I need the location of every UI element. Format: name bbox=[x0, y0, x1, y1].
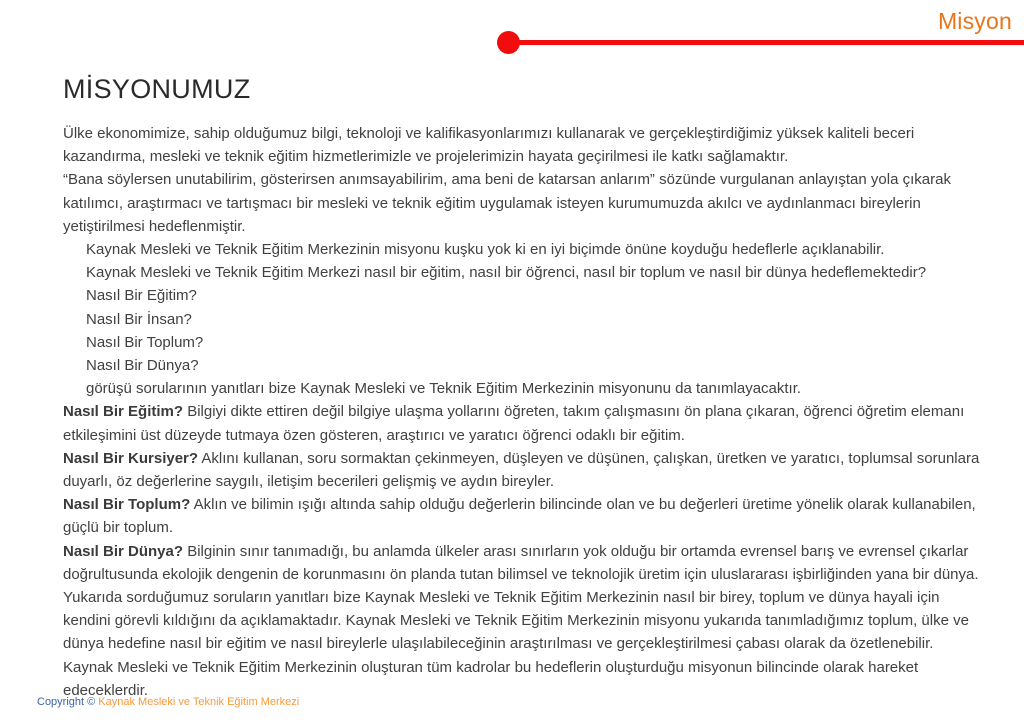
divider-dot-icon bbox=[497, 31, 520, 54]
divider-line bbox=[509, 40, 1024, 45]
page-title: Misyon bbox=[937, 8, 1012, 34]
paragraph: Yukarıda sorduğumuz soruların yanıtları bize Kaynak Mesleki ve Teknik Eğitim Merkezinin nasıl bir birey, toplum ve dünya hayali için kendini görevli kıldığını da açıklamaktadır. Kaynak Mesleki ve Teknik Eğitim Merkezinin misyonu yukarıda tanımladığımız toplum, ülke ve dünya hedefine nasıl bir eğitim ve nasıl bireylerle ulaşılabileceğinin araştırılması ve gerçekleştirilmesi çabası olarak da özetlenebilir. Kaynak Mesleki ve Teknik Eğitim Merkezinin oluşturan tüm kadrolar bu hedeflerin oluşturduğu misyonun bilincinde olarak hareket edeceklerdir. bbox=[63, 589, 969, 699]
paragraph: Nasıl Bir Eğitim? bbox=[86, 287, 197, 305]
paragraph-lead: Nasıl Bir Eğitim? bbox=[63, 403, 184, 421]
paragraph: Nasıl Bir Toplum? Aklın ve bilimin ışığı altında sahip olduğu değerlerin bilincinde olan ve bu değerleri üretime yönelik olarak kullanabilen, güçlü bir toplum. bbox=[63, 496, 976, 537]
paragraph: Nasıl Bir Dünya? bbox=[86, 357, 199, 375]
copyright-link[interactable]: Kaynak Mesleki ve Teknik Eğitim Merkezi bbox=[98, 696, 300, 708]
paragraph-lead: Nasıl Bir Kursiyer? bbox=[63, 449, 199, 467]
copyright-text: Copyright © bbox=[37, 696, 99, 708]
paragraph: görüşü sorularının yanıtları bize Kaynak Mesleki ve Teknik Eğitim Merkezinin misyonunu da tanımlayacaktır. bbox=[86, 380, 802, 398]
content-paragraphs bbox=[63, 122, 985, 702]
paragraph: Nasıl Bir Kursiyer? Aklını kullanan, soru sormaktan çekinmeyen, düşleyen ve düşünen, çalışkan, üretken ve yaratıcı, toplumsal sorunlara duyarlı, öz değerlerine saygılı, iletişim becerileri gelişmiş ve aydın bireyler. bbox=[63, 449, 980, 491]
main-content bbox=[63, 74, 985, 702]
paragraph-lead: Nasıl Bir Toplum? bbox=[63, 496, 191, 514]
paragraph: Nasıl Bir Toplum? bbox=[86, 333, 204, 351]
paragraph: Ülke ekonomimize, sahip olduğumuz bilgi, teknoloji ve kalifikasyonlarımızı kullanarak ve gerçekleştirdiğimiz yüksek kaliteli beceri kazandırma, mesleki ve teknik eğitim hizmetlerimizle ve projelerimizin hayata geçirilmesi ile katkı sağlamaktır. bbox=[63, 125, 915, 166]
content-heading: MİSYONUMUZ bbox=[63, 74, 251, 104]
paragraph: “Bana söylersen unutabilirim, gösterirsen anımsayabilirim, ama beni de katarsan anlarım” sözünde vurgulanan anlayıştan yola çıkarak katılımcı, araştırmacı ve tartışmacı bir mesleki ve teknik eğitim uygulamak isteyen kurumumuzda akılcı ve aydınlanmacı bireylerin yetiştirilmesi hedeflenmiştir. bbox=[63, 171, 951, 235]
paragraph: Nasıl Bir Eğitim? Bilgiyi dikte ettiren değil bilgiye ulaşma yollarını öğreten, takım çalışmasını ön plana çıkaran, öğrenci öğretim elemanı etkileşimini üst düzeyde tutmaya özen gösteren, araştırıcı ve yaratıcı öğrenci odaklı bir eğitim. bbox=[63, 403, 965, 444]
paragraph: Kaynak Mesleki ve Teknik Eğitim Merkezinin misyonu kuşku yok ki en iyi biçimde önüne koyduğu hedeflerle açıklanabilir. bbox=[86, 241, 885, 259]
paragraph: Nasıl Bir İnsan? bbox=[86, 310, 192, 328]
paragraph-lead: Nasıl Bir Dünya? bbox=[63, 542, 184, 560]
paragraph: Kaynak Mesleki ve Teknik Eğitim Merkezi nasıl bir eğitim, nasıl bir öğrenci, nasıl bir toplum ve nasıl bir dünya hedeflemektedir? bbox=[86, 264, 927, 282]
paragraph: Nasıl Bir Dünya? Bilginin sınır tanımadığı, bu anlamda ülkeler arası sınırların yok olduğu bir ortamda evrensel barış ve evrensel çıkarlar doğrultusunda ekolojik dengenin de korunmasını ön planda tutan bilimsel ve teknolojik üretim için uluslararası işbirliğinden yana bir dünya. bbox=[63, 542, 979, 583]
footer bbox=[37, 696, 299, 708]
